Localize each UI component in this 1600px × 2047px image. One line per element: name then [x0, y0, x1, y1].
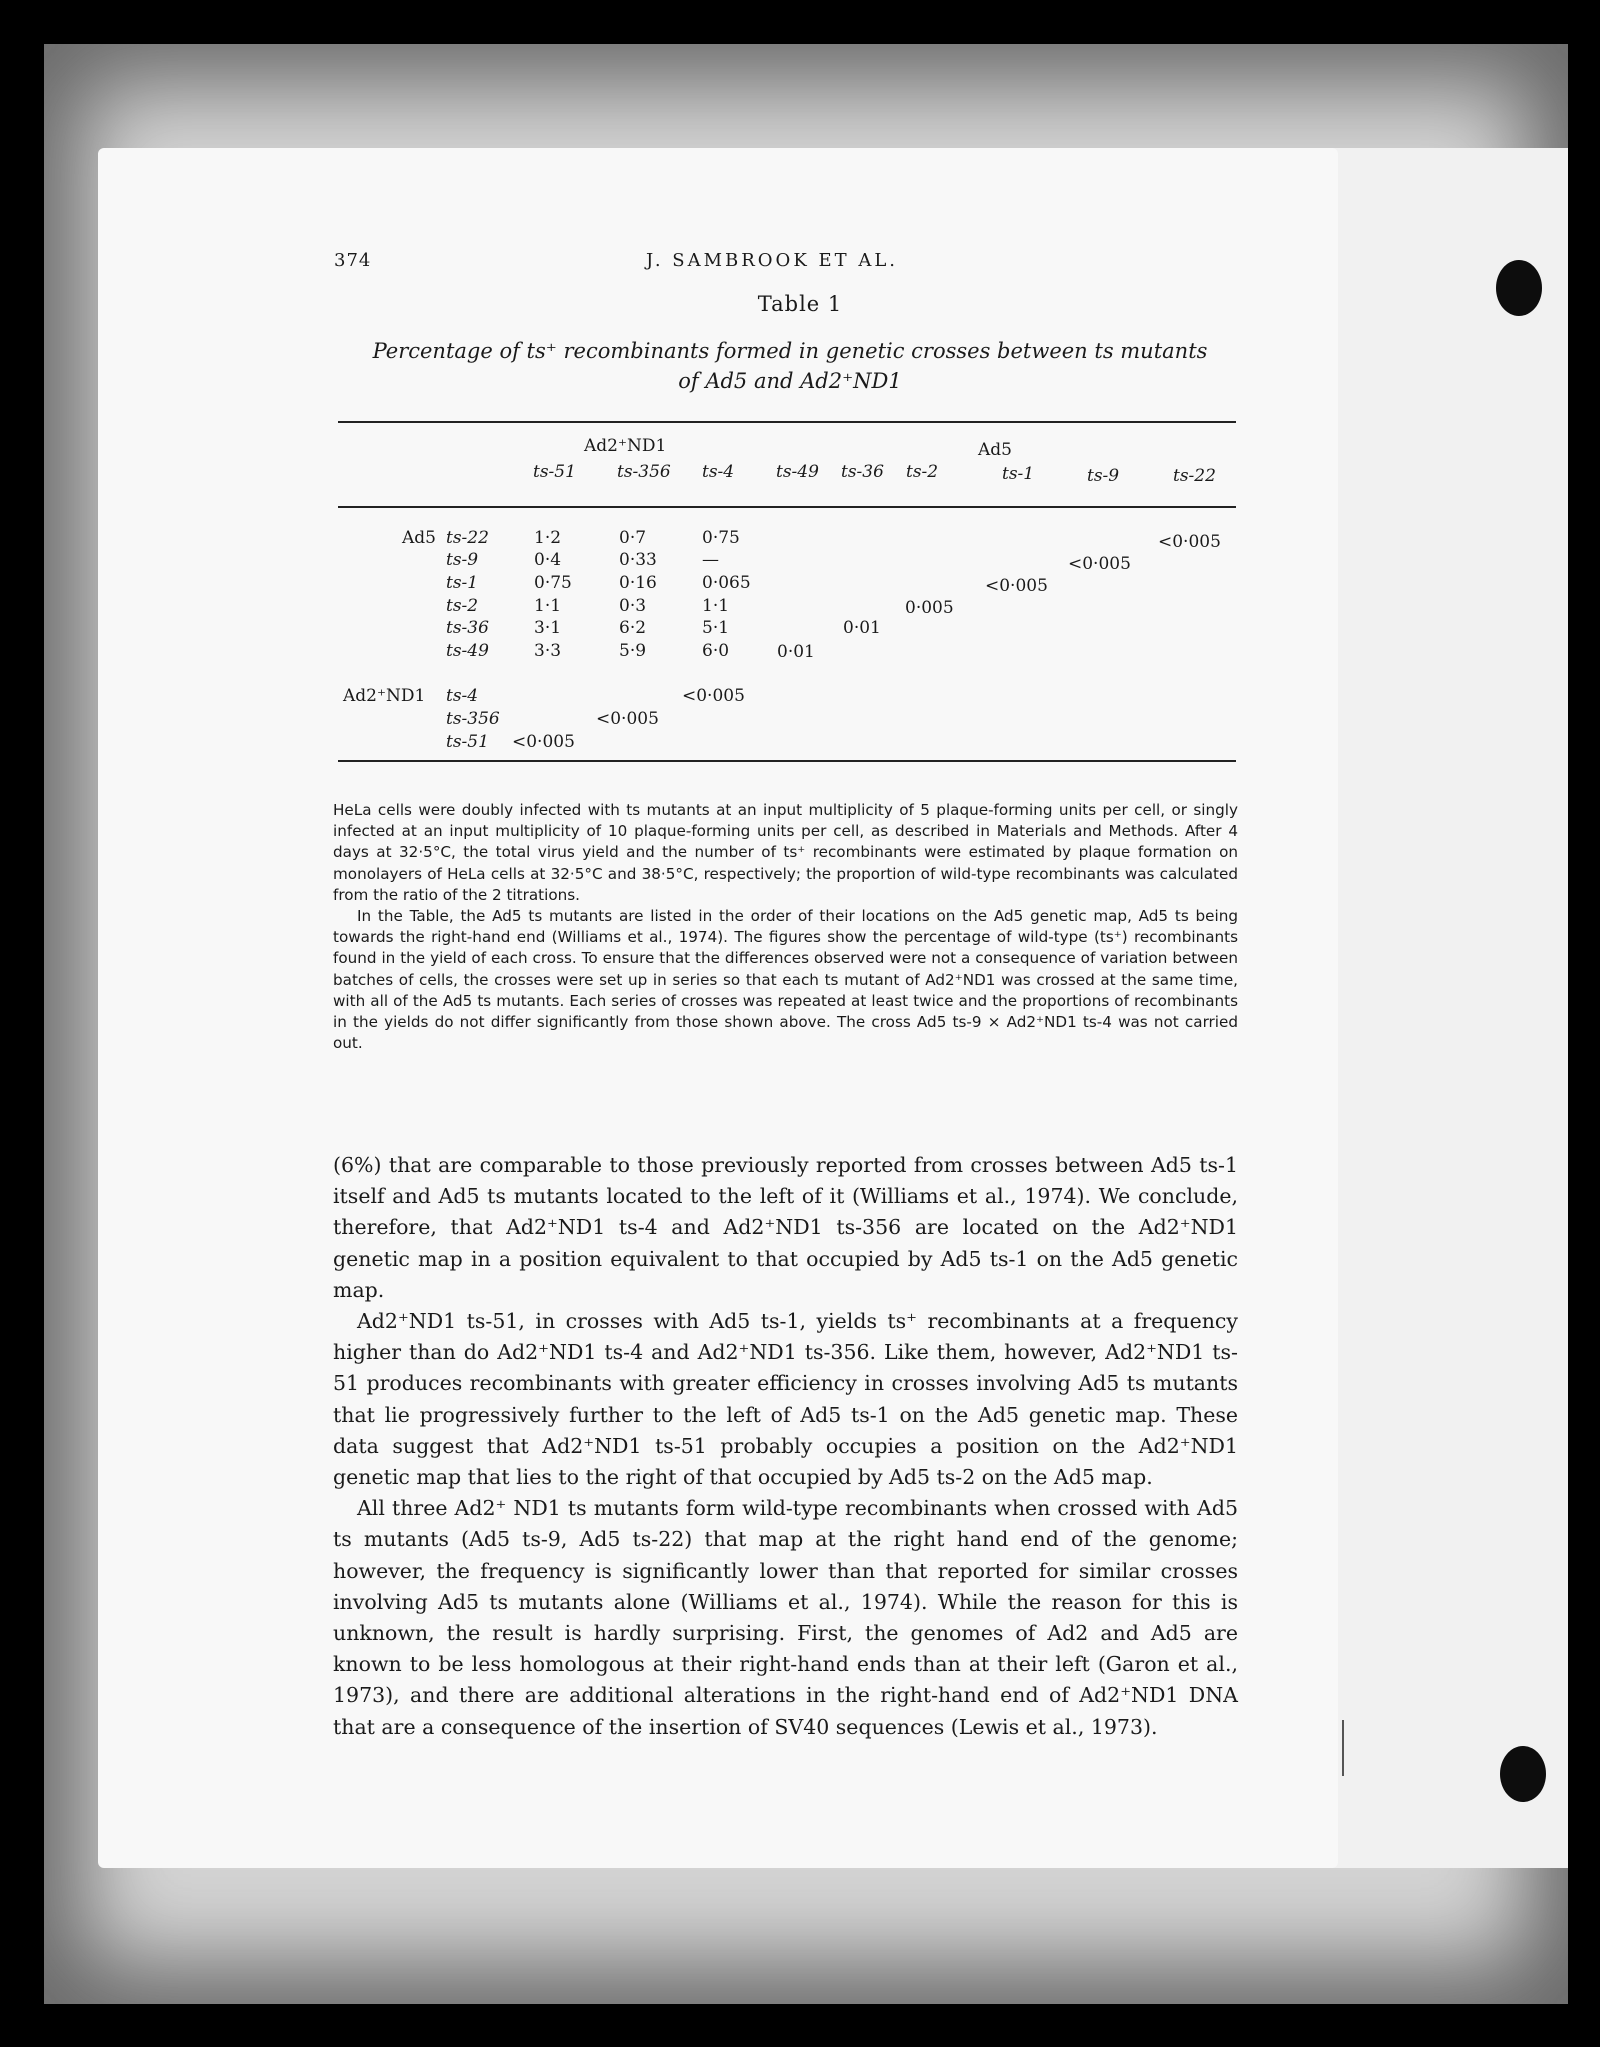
column-header: ts-36: [841, 462, 884, 482]
table-cell: <0·005: [512, 732, 575, 752]
table-cell: 0·4: [534, 550, 562, 570]
table-cell: 5·9: [619, 641, 647, 661]
row-group-nd1: Ad2⁺ND1: [343, 686, 426, 706]
row-label: ts-2: [446, 596, 479, 616]
table-top-rule: [338, 421, 1236, 423]
row-label: ts-22: [446, 528, 489, 548]
diagonal-cell: 0·005: [905, 598, 954, 618]
column-header: ts-356: [617, 462, 671, 482]
table-cell: 6·0: [702, 641, 730, 661]
column-header: ts-4: [702, 462, 735, 482]
table-cell: 0·7: [619, 528, 647, 548]
table-cell: 0·75: [534, 573, 572, 593]
diagonal-cell: <0·005: [1158, 532, 1221, 552]
row-label: ts-356: [446, 709, 500, 729]
table-label: Table 1: [757, 292, 843, 316]
body-text: [333, 1150, 1238, 1743]
table-cell: 3·3: [534, 641, 562, 661]
body-paragraph: (6%) that are comparable to those previously reported from crosses between Ad5 ts-1 itself and Ad5 ts mutants located to the left of it (Williams et al., 1974). We conclude, therefore, that Ad2⁺ND1 ts-4 and Ad2⁺ND1 ts-356 are located on the Ad2⁺ND1 genetic map in a position equivalent to that occupied by Ad5 ts-1 on the Ad5 genetic map.: [333, 1153, 1238, 1302]
table-caption: [330, 336, 1250, 396]
footnote-paragraph: In the Table, the Ad5 ts mutants are listed in the order of their locations on the Ad5 genetic map, Ad5 ts being towards the right-hand end (Williams et al., 1974). The figures show the percentage of wild-type (ts⁺) recombinants found in the yield of each cross. To ensure that the differences observed were not a consequence of variation between batches of cells, the crosses were set up in series so that each ts mutant of Ad2⁺ND1 was crossed at the same time, with all of the Ad5 ts mutants. Each series of crosses was repeated at least twice and the proportions of recombinants in the yields do not differ significantly from those shown above. The cross Ad5 ts-9 × Ad2⁺ND1 ts-4 was not carried out.: [333, 907, 1238, 1053]
column-group-nd1: Ad2⁺ND1: [584, 436, 667, 456]
row-label: ts-51: [446, 732, 489, 752]
table-cell: <0·005: [596, 709, 659, 729]
page-number: 374: [334, 250, 372, 271]
margin-mark: [1342, 1720, 1344, 1776]
table-cell: 1·1: [534, 596, 562, 616]
table-caption-line2: of Ad5 and Ad2⁺ND1: [678, 369, 902, 393]
column-header: ts-49: [776, 462, 819, 482]
footnote-paragraph: HeLa cells were doubly infected with ts mutants at an input multiplicity of 5 plaque-forming units per cell, or singly infected at an input multiplicity of 10 plaque-forming units per cell, as described in Materials and Methods. After 4 days at 32·5°C, the total virus yield and the number of ts⁺ recombinants were estimated by plaque formation on monolayers of HeLa cells at 32·5°C and 38·5°C, respectively; the proportion of wild-type recombinants was calculated from the ratio of the 2 titrations.: [333, 801, 1238, 904]
table-caption-line1: Percentage of ts⁺ recombinants formed in genetic crosses between ts mutants: [372, 339, 1208, 363]
table-footnote: [333, 800, 1238, 1054]
table-cell: 5·1: [702, 618, 730, 638]
table-cell: 1·2: [534, 528, 562, 548]
column-header: ts-9: [1087, 466, 1120, 486]
underlying-page: [1318, 148, 1568, 1868]
row-label: ts-36: [446, 618, 489, 638]
row-label: ts-49: [446, 641, 489, 661]
table-header-rule: [338, 506, 1236, 508]
diagonal-cell: <0·005: [985, 576, 1048, 596]
table-cell: 1·1: [702, 596, 730, 616]
diagonal-cell: 0·01: [843, 618, 881, 638]
column-header: ts-2: [906, 462, 939, 482]
row-label: ts-1: [446, 573, 479, 593]
table-cell: 6·2: [619, 618, 647, 638]
row-group-ad5: Ad5: [402, 528, 436, 548]
table-cell: —: [702, 550, 719, 570]
table-cell: 0·33: [619, 550, 657, 570]
body-paragraph: All three Ad2⁺ ND1 ts mutants form wild-type recombinants when crossed with Ad5 ts mutants (Ad5 ts-9, Ad5 ts-22) that map at the right hand end of the genome; however, the frequency is significantly lower than that reported for similar crosses involving Ad5 ts mutants alone (Williams et al., 1974). While the reason for this is unknown, the result is hardly surprising. First, the genomes of Ad2 and Ad5 are known to be less homologous at their right-hand ends than at their left (Garon et al., 1973), and there are additional alterations in the right-hand end of Ad2⁺ND1 DNA that are a consequence of the insertion of SV40 sequences (Lewis et al., 1973).: [333, 1496, 1238, 1739]
table-cell: 0·065: [702, 573, 751, 593]
column-header: ts-22: [1173, 466, 1216, 486]
running-head-authors: J. SAMBROOK ET AL.: [646, 250, 899, 271]
table-cell: 0·16: [619, 573, 657, 593]
table-cell: <0·005: [682, 686, 745, 706]
table-cell: 0·3: [619, 596, 647, 616]
binder-hole-bottom: [1500, 1746, 1546, 1802]
row-label: ts-9: [446, 550, 479, 570]
body-paragraph: Ad2⁺ND1 ts-51, in crosses with Ad5 ts-1, yields ts⁺ recombinants at a frequency higher than do Ad2⁺ND1 ts-4 and Ad2⁺ND1 ts-356. Like them, however, Ad2⁺ND1 ts-51 produces recombinants with greater efficiency in crosses involving Ad5 ts mutants that lie progressively further to the left of Ad5 ts-1 on the Ad5 genetic map. These data suggest that Ad2⁺ND1 ts-51 probably occupies a position on the Ad2⁺ND1 genetic map that lies to the right of that occupied by Ad5 ts-2 on the Ad5 map.: [333, 1309, 1238, 1490]
table-cell: 3·1: [534, 618, 562, 638]
column-header: ts-1: [1002, 464, 1035, 484]
column-header: ts-51: [533, 462, 576, 482]
column-group-ad5: Ad5: [978, 440, 1012, 460]
table-bottom-rule: [338, 760, 1236, 762]
diagonal-cell: 0·01: [777, 642, 815, 662]
diagonal-cell: <0·005: [1068, 554, 1131, 574]
row-label: ts-4: [446, 686, 479, 706]
table-cell: 0·75: [702, 528, 740, 548]
